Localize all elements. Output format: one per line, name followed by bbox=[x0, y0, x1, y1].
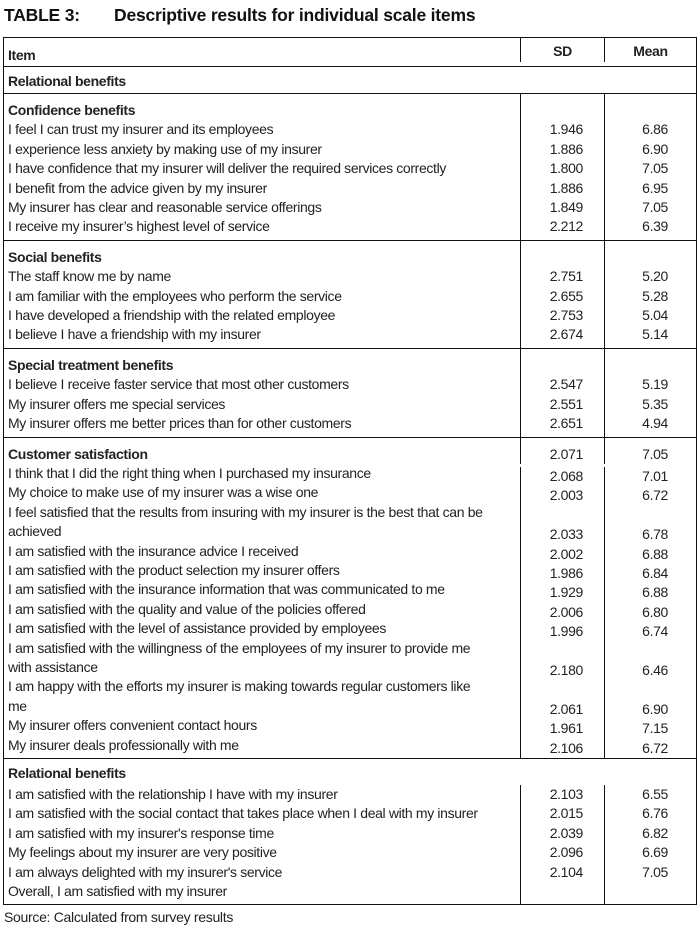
spacer bbox=[520, 94, 604, 101]
section-customer-satisfaction bbox=[4, 437, 696, 759]
table-row bbox=[4, 217, 696, 236]
item-text: I am satisfied with the product selection my insurer offers bbox=[8, 561, 340, 578]
mean-value: 6.88 bbox=[604, 583, 696, 602]
mean-value: 6.72 bbox=[604, 739, 696, 758]
mean-value: 6.84 bbox=[604, 564, 696, 583]
sd-value: 2.003 bbox=[520, 486, 604, 505]
mean-value: 6.88 bbox=[604, 545, 696, 564]
sd-value: 2.006 bbox=[520, 603, 604, 622]
spacer bbox=[520, 241, 604, 248]
mean-value bbox=[604, 642, 696, 661]
table-row bbox=[4, 561, 696, 580]
sd-value: 2.071 bbox=[520, 445, 604, 464]
table-row bbox=[4, 522, 696, 541]
spacer bbox=[604, 241, 696, 248]
spacer bbox=[604, 434, 696, 437]
descriptive-results-table bbox=[3, 37, 697, 905]
item-text: I am satisfied with the willingness of the employees of my insurer to provide me bbox=[8, 639, 471, 656]
item-text: Overall, I am satisfied with my insurer bbox=[8, 883, 227, 900]
mean-value: 6.95 bbox=[604, 179, 696, 198]
spacer bbox=[520, 434, 604, 437]
spacer bbox=[4, 94, 520, 101]
mean-value: 6.80 bbox=[604, 603, 696, 622]
column-header-mean: Mean bbox=[604, 38, 696, 62]
sd-value: 2.015 bbox=[520, 804, 604, 823]
sd-value: 2.104 bbox=[520, 863, 604, 882]
sd-value: 2.751 bbox=[520, 267, 604, 286]
mean-value bbox=[604, 356, 696, 375]
item-text: I am satisfied with my insurer's response time bbox=[8, 824, 274, 841]
section-heading: Relational benefits bbox=[8, 765, 126, 781]
section-heading: Customer satisfaction bbox=[8, 445, 148, 462]
section-heading: Social benefits bbox=[8, 248, 102, 265]
table-title bbox=[4, 5, 475, 26]
sd-value: 2.655 bbox=[520, 287, 604, 306]
mean-value: 7.05 bbox=[604, 198, 696, 217]
item-text: I experience less anxiety by making use of my insurer bbox=[8, 140, 322, 157]
sd-value: 2.753 bbox=[520, 306, 604, 325]
section-padding bbox=[4, 349, 696, 356]
sd-value: 2.103 bbox=[520, 785, 604, 804]
section-heading-row bbox=[4, 356, 696, 375]
table-row bbox=[4, 306, 696, 325]
mean-value: 6.46 bbox=[604, 661, 696, 680]
section-relational-benefits bbox=[4, 758, 696, 904]
sd-value: 2.061 bbox=[520, 700, 604, 719]
sd-value: 2.002 bbox=[520, 545, 604, 564]
table-row bbox=[4, 159, 696, 178]
section-padding bbox=[4, 94, 696, 101]
sd-value: 2.551 bbox=[520, 395, 604, 414]
item-text: with assistance bbox=[8, 658, 98, 675]
spacer bbox=[520, 438, 604, 445]
item-text: My choice to make use of my insurer was a wise one bbox=[8, 484, 319, 501]
section-heading: Confidence benefits bbox=[8, 102, 136, 118]
item-text: I am satisfied with the relationship I have with my insurer bbox=[8, 786, 338, 802]
table-row bbox=[4, 785, 696, 804]
table-row bbox=[4, 804, 696, 823]
table-row bbox=[4, 736, 696, 755]
group-heading: Relational benefits bbox=[4, 66, 696, 93]
table-row bbox=[4, 267, 696, 286]
sd-value: 1.800 bbox=[520, 159, 604, 178]
item-text: My insurer offers me special services bbox=[8, 395, 226, 412]
spacer bbox=[4, 434, 520, 437]
mean-value: 6.72 bbox=[604, 486, 696, 505]
table-row bbox=[4, 464, 696, 483]
item-text: I am familiar with the employees who perform the service bbox=[8, 287, 342, 304]
mean-value: 7.01 bbox=[604, 467, 696, 486]
mean-value: 6.69 bbox=[604, 843, 696, 862]
table-caption: Descriptive results for individual scale items bbox=[114, 5, 476, 25]
item-text: achieved bbox=[8, 523, 62, 540]
table-row bbox=[4, 697, 696, 716]
spacer bbox=[604, 438, 696, 445]
mean-value bbox=[604, 101, 696, 120]
item-text: I am satisfied with the social contact that takes place when I deal with my insurer bbox=[8, 805, 478, 822]
table-row bbox=[4, 658, 696, 677]
sd-value: 1.946 bbox=[520, 120, 604, 139]
table-row bbox=[4, 542, 696, 561]
mean-value: 5.20 bbox=[604, 267, 696, 286]
table-row bbox=[4, 483, 696, 502]
mean-value: 6.55 bbox=[604, 785, 696, 804]
table-row bbox=[4, 600, 696, 619]
item-text: My insurer offers convenient contact hours bbox=[8, 717, 257, 734]
item-text: I am satisfied with the insurance advice I received bbox=[8, 542, 299, 559]
table-number: TABLE 3: bbox=[4, 5, 80, 25]
spacer bbox=[604, 345, 696, 348]
sd-value bbox=[520, 101, 604, 120]
section-padding bbox=[4, 438, 696, 445]
sd-value bbox=[520, 356, 604, 375]
sd-value: 1.986 bbox=[520, 564, 604, 583]
item-text: My insurer deals professionally with me bbox=[8, 736, 239, 753]
table-row bbox=[4, 843, 696, 862]
sd-value: 2.033 bbox=[520, 525, 604, 544]
spacer bbox=[604, 94, 696, 101]
item-text: I receive my insurer’s highest level of service bbox=[8, 218, 270, 235]
sd-value: 2.068 bbox=[520, 467, 604, 486]
spacer bbox=[520, 349, 604, 356]
item-text: I think that I did the right thing when I purchased my insurance bbox=[8, 464, 371, 481]
table-row bbox=[4, 639, 696, 658]
sd-value: 2.547 bbox=[520, 375, 604, 394]
sd-value: 2.651 bbox=[520, 414, 604, 433]
table-row bbox=[4, 325, 696, 344]
sd-value: 1.849 bbox=[520, 198, 604, 217]
sd-value: 2.674 bbox=[520, 325, 604, 344]
item-text: My insurer offers me better prices than for other customers bbox=[8, 415, 352, 432]
section-end bbox=[4, 901, 696, 904]
mean-value: 5.19 bbox=[604, 375, 696, 394]
mean-value: 6.78 bbox=[604, 525, 696, 544]
section-end bbox=[4, 237, 696, 240]
sd-value: 2.039 bbox=[520, 824, 604, 843]
sd-value bbox=[520, 248, 604, 267]
section-end bbox=[4, 434, 696, 437]
spacer bbox=[4, 241, 520, 248]
item-text: I am satisfied with the insurance information that was communicated to me bbox=[8, 581, 445, 598]
spacer bbox=[604, 237, 696, 240]
section-special-treatment-benefits bbox=[4, 348, 696, 437]
mean-value bbox=[604, 506, 696, 525]
table-row bbox=[4, 677, 696, 696]
mean-value: 7.05 bbox=[604, 863, 696, 882]
table-row bbox=[4, 824, 696, 843]
table-row bbox=[4, 287, 696, 306]
sd-value: 1.996 bbox=[520, 622, 604, 641]
mean-value: 7.05 bbox=[604, 159, 696, 178]
mean-value: 5.14 bbox=[604, 325, 696, 344]
spacer bbox=[4, 438, 520, 445]
mean-value: 6.39 bbox=[604, 217, 696, 236]
section-heading-row bbox=[4, 101, 696, 120]
table-row bbox=[4, 619, 696, 638]
sd-value: 2.106 bbox=[520, 739, 604, 758]
table-row bbox=[4, 198, 696, 217]
item-text: I believe I have a friendship with my insurer bbox=[8, 326, 261, 343]
item-text: I am always delighted with my insurer's service bbox=[8, 863, 283, 880]
sd-value bbox=[520, 680, 604, 699]
mean-value: 7.05 bbox=[604, 445, 696, 464]
table-row bbox=[4, 716, 696, 735]
mean-value: 6.90 bbox=[604, 700, 696, 719]
table-row bbox=[4, 580, 696, 599]
sd-value: 2.212 bbox=[520, 217, 604, 236]
spacer bbox=[520, 345, 604, 348]
mean-value: 5.04 bbox=[604, 306, 696, 325]
spacer bbox=[4, 755, 520, 758]
mean-value: 5.35 bbox=[604, 395, 696, 414]
item-text: I am satisfied with the quality and value of the policies offered bbox=[8, 600, 366, 617]
source-note: Source: Calculated from survey results bbox=[4, 909, 234, 925]
section-confidence-benefits bbox=[4, 93, 696, 240]
sd-value: 2.180 bbox=[520, 661, 604, 680]
column-header-item: Item bbox=[8, 47, 36, 63]
item-text: I feel I can trust my insurer and its employees bbox=[8, 121, 274, 138]
section-heading-row bbox=[4, 445, 696, 464]
section-social-benefits bbox=[4, 240, 696, 348]
section-heading: Special treatment benefits bbox=[8, 356, 174, 373]
mean-value: 6.82 bbox=[604, 824, 696, 843]
mean-value: 6.76 bbox=[604, 804, 696, 823]
spacer bbox=[520, 237, 604, 240]
table-row bbox=[4, 179, 696, 198]
spacer bbox=[4, 901, 520, 904]
sd-value: 1.886 bbox=[520, 140, 604, 159]
mean-value bbox=[604, 248, 696, 267]
item-text: me bbox=[8, 697, 27, 714]
spacer bbox=[4, 237, 520, 240]
table-row bbox=[4, 863, 696, 882]
sd-value: 2.096 bbox=[520, 843, 604, 862]
item-text: I feel satisfied that the results from insuring with my insurer is the best that can be bbox=[8, 503, 483, 520]
mean-value: 5.28 bbox=[604, 287, 696, 306]
mean-value: 6.74 bbox=[604, 622, 696, 641]
table-row bbox=[4, 375, 696, 394]
table-row bbox=[4, 882, 696, 901]
section-padding bbox=[4, 241, 696, 248]
table-row bbox=[4, 503, 696, 522]
mean-value: 6.86 bbox=[604, 120, 696, 139]
item-text: I am satisfied with the level of assistance provided by employees bbox=[8, 620, 387, 637]
sd-value bbox=[520, 642, 604, 661]
mean-value: 6.90 bbox=[604, 140, 696, 159]
sd-value: 1.961 bbox=[520, 719, 604, 738]
table-row bbox=[4, 140, 696, 159]
table-header-row bbox=[4, 38, 696, 66]
mean-value: 4.94 bbox=[604, 414, 696, 433]
column-header-sd: SD bbox=[520, 38, 604, 62]
sd-value: 1.886 bbox=[520, 179, 604, 198]
spacer bbox=[604, 349, 696, 356]
mean-value bbox=[604, 882, 696, 901]
item-text: I am happy with the efforts my insurer is making towards regular customers like bbox=[8, 678, 471, 695]
mean-value: 7.15 bbox=[604, 719, 696, 738]
sd-value: 1.929 bbox=[520, 583, 604, 602]
table-row bbox=[4, 120, 696, 139]
item-text: My feelings about my insurer are very positive bbox=[8, 844, 277, 861]
spacer bbox=[520, 901, 604, 904]
spacer bbox=[4, 349, 520, 356]
item-text: The staff know me by name bbox=[8, 268, 171, 285]
table-row bbox=[4, 414, 696, 433]
spacer bbox=[4, 345, 520, 348]
item-text: I have confidence that my insurer will deliver the required services correctly bbox=[8, 160, 447, 177]
item-text: I believe I receive faster service that most other customers bbox=[8, 376, 349, 393]
mean-value bbox=[604, 680, 696, 699]
sd-value bbox=[520, 506, 604, 525]
item-text: I benefit from the advice given by my insurer bbox=[8, 179, 267, 196]
item-text: My insurer has clear and reasonable service offerings bbox=[8, 199, 322, 216]
spacer bbox=[604, 901, 696, 904]
section-heading-row bbox=[4, 248, 696, 267]
table-row bbox=[4, 395, 696, 414]
section-end bbox=[4, 345, 696, 348]
sd-value bbox=[520, 882, 604, 901]
item-text: I have developed a friendship with the related employee bbox=[8, 307, 336, 324]
